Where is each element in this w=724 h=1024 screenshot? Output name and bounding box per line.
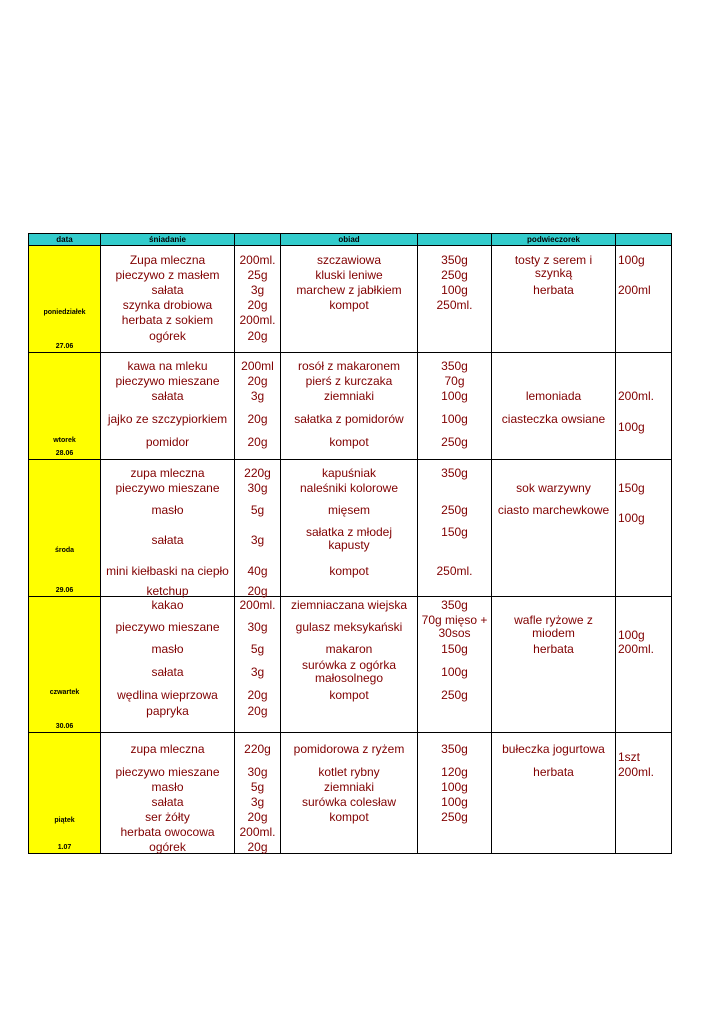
lunch-item: ziemniaki [323,780,374,794]
day-row [29,353,672,460]
day-date: 27.06 [55,343,74,350]
lunch-qty: 250g [441,268,468,282]
breakfast-cell [101,246,235,353]
lunch-qty-cell [418,460,492,597]
day-row [29,597,672,733]
lunch-qty: 70g [444,374,465,388]
breakfast-item: pieczywo mieszane [115,374,220,388]
breakfast-item: pomidor [145,435,190,449]
lunch-item: sałatka z młodej kapusty [305,525,393,552]
snack-qty: 100g [618,253,645,267]
breakfast-qty: 5g [250,503,265,517]
day-date: 28.06 [55,450,74,457]
lunch-item: kompot [329,688,369,702]
lunch-item: szczawiowa [316,253,382,267]
lunch-qty: 350g [441,742,468,756]
breakfast-qty: 30g [247,481,268,495]
lunch-cell [281,597,418,733]
lunch-item: surówka z ogórka małosolnego [301,658,397,685]
breakfast-qty: 200ml [241,359,274,373]
day-name: poniedziałek [43,309,86,316]
snack-cell [492,460,616,597]
snack-item: ciasteczka owsiane [501,412,606,426]
header-row [29,234,672,246]
breakfast-qty: 20g [247,840,268,854]
breakfast-qty: 30g [247,620,268,634]
breakfast-cell [101,353,235,460]
snack-cell [492,246,616,353]
breakfast-cell [101,597,235,733]
breakfast-qty-cell [235,733,281,854]
day-name: wtorek [53,437,76,444]
snack-qty-cell [616,597,672,733]
lunch-qty: 350g [441,466,468,480]
lunch-item: pierś z kurczaka [305,374,393,388]
snack-qty: 100g [618,420,645,434]
breakfast-qty: 200ml. [239,825,276,839]
lunch-qty: 250g [441,503,468,517]
breakfast-item: mini kiełbaski na ciepło [106,564,229,578]
breakfast-cell [101,733,235,854]
snack-item: herbata [533,283,574,297]
breakfast-qty: 5g [250,780,265,794]
breakfast-item: sałata [151,389,184,403]
lunch-item: kompot [329,298,369,312]
snack-item: wafle ryżowe z miodem [514,613,593,640]
snack-qty: 200ml. [618,389,655,403]
breakfast-qty: 25g [247,268,268,282]
snack-qty: 150g [618,481,645,495]
breakfast-qty: 220g [244,742,271,756]
header-data: data [29,234,101,246]
breakfast-qty: 20g [247,435,268,449]
day-row [29,460,672,597]
lunch-item: pomidorowa z ryżem [293,742,405,756]
breakfast-qty: 3g [250,283,265,297]
breakfast-item: ogórek [149,329,186,343]
lunch-item: kompot [329,564,369,578]
lunch-qty: 350g [441,598,468,612]
lunch-qty-cell [418,246,492,353]
breakfast-qty: 3g [250,389,265,403]
breakfast-qty: 20g [247,688,268,702]
lunch-qty-cell [418,597,492,733]
lunch-qty: 250g [441,688,468,702]
lunch-item: mięsem [327,503,370,517]
breakfast-qty: 3g [250,533,265,547]
day-cell [29,246,101,353]
breakfast-item: herbata z sokiem [121,313,214,327]
breakfast-qty-cell [235,353,281,460]
snack-item: sok warzywny [516,481,591,495]
lunch-cell [281,246,418,353]
breakfast-qty: 220g [244,466,271,480]
lunch-item: gulasz meksykański [295,620,403,634]
breakfast-item: szynka drobiowa [122,298,213,312]
snack-qty: 1szt [618,750,641,764]
lunch-item: marchew z jabłkiem [296,283,402,297]
breakfast-item: ser żółty [145,810,190,824]
lunch-qty-cell [418,733,492,854]
breakfast-item: masło [151,780,184,794]
breakfast-item: pieczywo mieszane [115,481,220,495]
header-podwieczorek: podwieczorek [492,234,616,246]
breakfast-qty: 30g [247,765,268,779]
header-blank [418,234,492,246]
snack-item: herbata [533,765,574,779]
lunch-item: surówka colesław [301,795,397,809]
lunch-qty: 150g [441,642,468,656]
snack-qty-cell [616,246,672,353]
breakfast-item: kakao [151,598,184,612]
breakfast-qty: 3g [250,665,265,679]
day-cell [29,460,101,597]
breakfast-qty-cell [235,246,281,353]
breakfast-qty: 40g [247,564,268,578]
snack-item: herbata [533,642,574,656]
day-cell [29,597,101,733]
lunch-qty: 70g mięso + 30sos [421,613,488,640]
lunch-qty: 350g [441,253,468,267]
breakfast-item: herbata owocowa [120,825,215,839]
day-cell [29,353,101,460]
header-obiad: obiad [281,234,418,246]
lunch-item: ziemniaczana wiejska [290,598,408,612]
breakfast-cell [101,460,235,597]
breakfast-qty: 20g [247,584,268,598]
lunch-item: kompot [329,810,369,824]
breakfast-item: zupa mleczna [130,466,205,480]
lunch-cell [281,353,418,460]
lunch-qty: 100g [441,795,468,809]
lunch-qty: 250ml. [436,564,473,578]
lunch-qty: 350g [441,359,468,373]
breakfast-qty: 200ml. [239,253,276,267]
lunch-qty: 250g [441,810,468,824]
lunch-qty: 100g [441,665,468,679]
snack-cell [492,733,616,854]
breakfast-qty: 3g [250,795,265,809]
breakfast-qty: 200ml. [239,598,276,612]
day-date: 1.07 [57,844,72,851]
breakfast-qty: 5g [250,642,265,656]
day-row [29,246,672,353]
breakfast-item: masło [151,503,184,517]
lunch-item: kotlet rybny [318,765,380,779]
breakfast-qty: 20g [247,329,268,343]
breakfast-item: kawa na mleku [127,359,208,373]
breakfast-item: sałata [151,665,184,679]
lunch-qty: 100g [441,780,468,794]
header-blank [616,234,672,246]
header-sniadanie: śniadanie [101,234,235,246]
snack-qty: 100g [618,511,645,525]
breakfast-item: pieczywo z masłem [115,268,220,282]
lunch-item: naleśniki kolorowe [299,481,399,495]
lunch-qty: 100g [441,283,468,297]
breakfast-qty-cell [235,460,281,597]
breakfast-item: zupa mleczna [130,742,205,756]
lunch-item: sałatka z pomidorów [294,412,404,426]
lunch-item: kompot [329,435,369,449]
breakfast-qty: 200ml. [239,313,276,327]
day-row [29,733,672,854]
day-date: 30.06 [55,723,74,730]
day-name: piątek [54,817,75,824]
breakfast-item: ogórek [149,840,186,854]
lunch-qty: 150g [441,525,468,539]
lunch-item: ziemniaki [323,389,374,403]
day-cell [29,733,101,854]
lunch-item: kapuśniak [321,466,377,480]
lunch-qty-cell [418,353,492,460]
day-name: środa [54,547,75,554]
snack-qty-cell [616,353,672,460]
breakfast-item: sałata [151,795,184,809]
breakfast-item: sałata [151,283,184,297]
lunch-qty: 250ml. [436,298,473,312]
breakfast-item: sałata [151,533,184,547]
snack-qty-cell [616,733,672,854]
breakfast-item: papryka [146,704,189,718]
breakfast-qty-cell [235,597,281,733]
menu-table [28,233,672,854]
breakfast-item: pieczywo mieszane [115,765,220,779]
breakfast-item: jajko ze szczypiorkiem [107,412,228,426]
breakfast-qty: 20g [247,704,268,718]
breakfast-qty: 20g [247,412,268,426]
lunch-cell [281,460,418,597]
snack-cell [492,353,616,460]
snack-item: ciasto marchewkowe [497,503,610,517]
breakfast-item: wędlina wieprzowa [117,688,218,702]
snack-item: bułeczka jogurtowa [502,742,605,756]
breakfast-item: masło [151,642,184,656]
snack-item: tosty z serem i szynką [514,253,593,280]
lunch-item: rosół z makaronem [297,359,401,373]
snack-qty: 200ml. [618,765,655,779]
lunch-qty: 100g [441,389,468,403]
snack-qty: 100g [618,628,645,642]
snack-cell [492,597,616,733]
breakfast-item: pieczywo mieszane [115,620,220,634]
lunch-item: makaron [325,642,373,656]
snack-qty: 200ml [618,283,651,297]
day-date: 29.06 [55,587,74,594]
lunch-qty: 250g [441,435,468,449]
breakfast-item: ketchup [146,584,189,598]
lunch-qty: 100g [441,412,468,426]
day-name: czwartek [49,689,80,696]
lunch-item: kluski leniwe [315,268,383,282]
snack-qty-cell [616,460,672,597]
breakfast-qty: 20g [247,298,268,312]
breakfast-qty: 20g [247,810,268,824]
lunch-qty: 120g [441,765,468,779]
breakfast-item: Zupa mleczna [129,253,206,267]
snack-item: lemoniada [525,389,582,403]
header-blank [235,234,281,246]
snack-qty: 200ml. [618,642,655,656]
breakfast-qty: 20g [247,374,268,388]
lunch-cell [281,733,418,854]
